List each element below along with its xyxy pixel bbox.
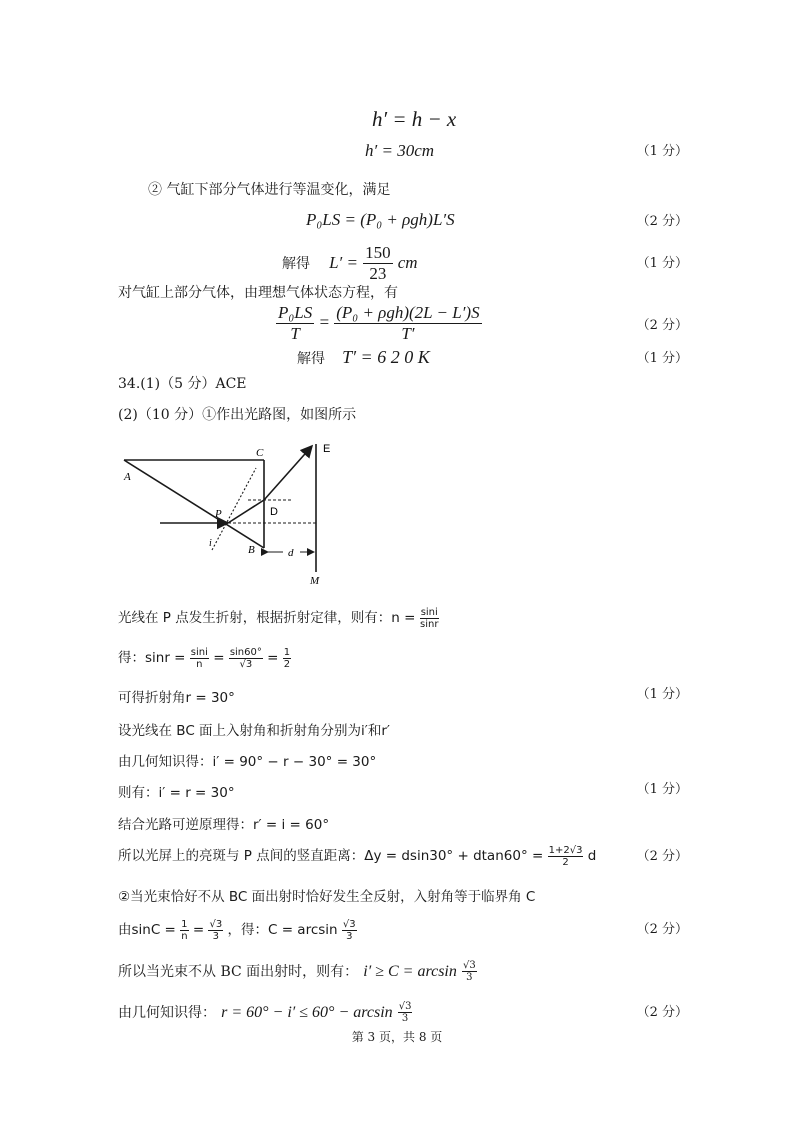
sinr-line: 得：sinr = $\frac{\sin i}{n}$ = $\frac{\sin 60^\circ}{√3}$ = $\frac{1}{2}$ — [118, 646, 291, 670]
emergent-ray — [264, 446, 312, 500]
prism-edge-ab — [124, 460, 264, 548]
snell-law-line: 光线在 P 点发生折射，根据折射定律，则有：n = $\frac{\sin i}{\sin r}$ — [118, 606, 439, 630]
points-6: （1 分） — [636, 687, 688, 702]
points-9: （2 分） — [636, 922, 688, 937]
refraction-angle-line: 可得折射角r = 30° — [118, 690, 235, 706]
points-8: （2 分） — [636, 849, 688, 864]
label-e: E — [323, 443, 331, 455]
r-range-line: 由几何知识得： r = 60° − i′ ≤ 60° − arcsin $\frac{√3}{3}$ — [118, 1001, 412, 1024]
text-isothermal: ② 气缸下部分气体进行等温变化，满足 — [148, 182, 391, 198]
equals-sign: = — [318, 312, 330, 332]
geometry-line-1: 由几何知识得：i′ = 90° − r − 30° = 30° — [118, 754, 377, 770]
solution-T-prime — [297, 347, 430, 368]
L-prime-unit: cm — [397, 253, 418, 272]
T-prime-value: T′ = 6 2 0 K — [342, 347, 430, 367]
bc-face-line: 设光线在 BC 面上入射角和折射角分别为i′和r′ — [118, 723, 390, 739]
no-exit-condition-line: 所以当光束不从 BC 面出射时，则有： i′ ≥ C = arcsin $\frac{√3}{3}$ — [118, 960, 476, 983]
label-c: C — [256, 447, 264, 459]
L-prime-fraction: $\frac{150}{23}$ — [365, 243, 391, 283]
label-i: i — [209, 538, 212, 549]
equation-isothermal: P₀LS = (P₀ + ρgh)L′S — [306, 210, 455, 229]
solve-label-2: 解得 — [297, 351, 325, 367]
reversibility-line: 结合光路可逆原理得：r′ = i = 60° — [118, 817, 330, 833]
text-ideal-gas: 对气缸上部分气体，由理想气体状态方程，有 — [118, 285, 398, 301]
points-1: （1 分） — [636, 144, 688, 159]
optics-ray-diagram — [118, 432, 343, 587]
page-footer: 第 3 页，共 8 页 — [351, 1030, 443, 1044]
solution-L-prime — [282, 243, 418, 284]
solve-label: 解得 — [282, 256, 310, 272]
points-7: （1 分） — [636, 782, 688, 797]
i-prime-line: 则有：i′ = r = 30° — [118, 785, 235, 801]
label-b: B — [248, 544, 255, 556]
equation-ideal-gas — [276, 303, 482, 344]
points-5: （1 分） — [636, 351, 688, 366]
critical-angle-line: 由sinC = $\frac{1}{n}$ = $\frac{√3}{3}$ ，得：C = arcsin $\frac{√3}{3}$ — [118, 918, 356, 942]
equation-h-prime-value: h′ = 30cm — [365, 141, 435, 160]
answer-34-1: 34.(1)（5 分）ACE — [118, 376, 247, 392]
label-d-point: D — [270, 506, 278, 518]
points-3: （1 分） — [636, 256, 688, 271]
equation-h-prime-def: h′ = h − x — [372, 107, 457, 131]
points-2: （2 分） — [636, 214, 688, 229]
vertical-distance-line: 所以光屏上的亮斑与 P 点间的竖直距离：Δy = dsin30° + dtan60° = $\frac{1+2√3}{2}$ d — [118, 844, 597, 868]
points-4: （2 分） — [636, 318, 688, 333]
ideal-gas-right-fraction: $\frac{\text{(P₀ + ρgh)(2L − L′)S}}{T'}$ — [336, 303, 480, 343]
total-reflection-line: ②当光束恰好不从 BC 面出射时恰好发生全反射，入射角等于临界角 C — [118, 889, 536, 905]
snell-fraction: $\frac{\sin i}{\sin r}$ — [420, 606, 439, 630]
L-prime-lhs: L′ = — [329, 253, 358, 272]
refracted-ray-pd — [228, 500, 264, 523]
ideal-gas-left-fraction: $\frac{\text{P₀LS}}{T}$ — [278, 303, 313, 343]
label-d-distance: d — [288, 547, 294, 559]
label-m: M — [310, 575, 320, 587]
answer-34-2-intro: (2)（10 分）①作出光路图，如图所示 — [118, 407, 357, 423]
label-p: P — [215, 508, 222, 520]
points-10: （2 分） — [636, 1005, 688, 1020]
label-a: A — [124, 471, 131, 483]
